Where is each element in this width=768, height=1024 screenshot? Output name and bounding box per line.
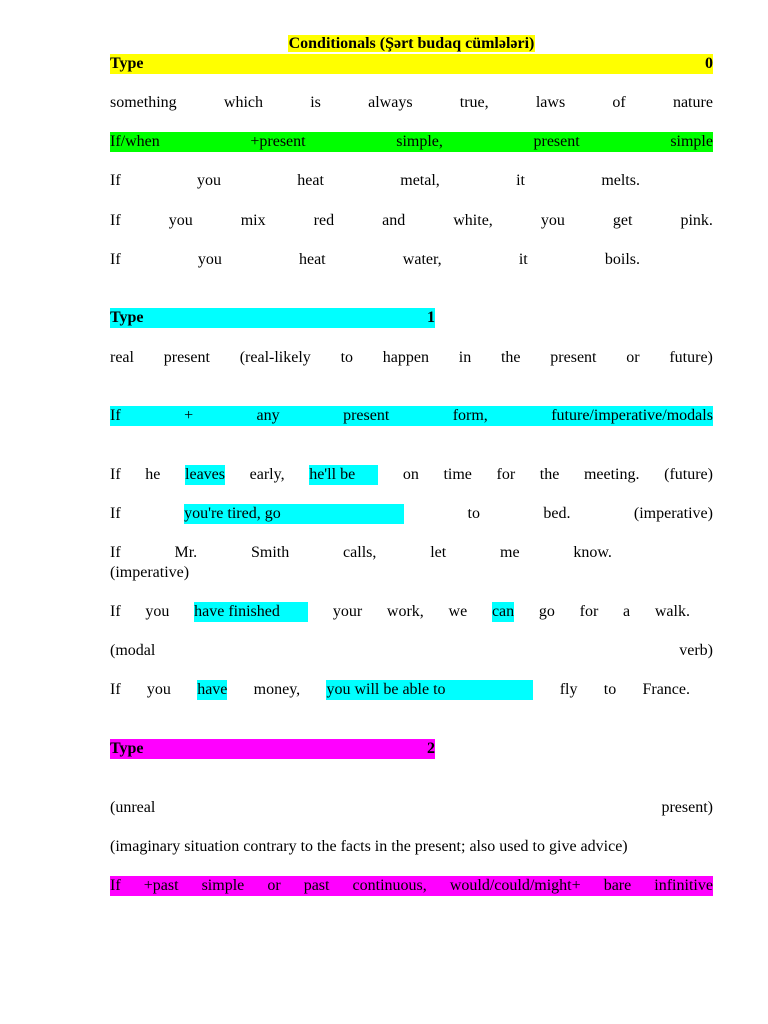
type1-example-1: If he leaves early, he'll be on time for the meeting. (future) [110, 466, 713, 483]
type2-description-1: (unreal present) [110, 799, 713, 816]
type0-example-1: If you heat metal, it melts. [110, 172, 640, 189]
type0-heading: Type 0 [110, 55, 713, 72]
type0-formula: If/when +present simple, present simple [110, 133, 713, 150]
type1-heading: Type 1 [110, 309, 435, 326]
type1-example-5: If you have money, you will be able to fly to France. [110, 681, 690, 698]
type1-example-4-continued: (modal verb) [110, 642, 713, 659]
type1-formula: If + any present form, future/imperative/modals [110, 407, 713, 424]
type0-description: something which is always true, laws of nature [110, 94, 713, 111]
type1-description: real present (real-likely to happen in the present or future) [110, 349, 713, 366]
type1-example-3: If Mr. Smith calls, let me know. [110, 544, 612, 561]
document-title: Conditionals (Şərt budaq cümlələri) [288, 35, 535, 52]
type2-formula: If +past simple or past continuous, would/could/might+ bare infinitive [110, 877, 713, 894]
type1-example-2: If you're tired, go to bed. (imperative) [110, 505, 713, 522]
type1-example-3-continued: (imperative) [110, 564, 190, 581]
highlight-group: have finished [194, 602, 308, 622]
highlight-group: you're tired, go [184, 504, 404, 524]
type0-example-3: If you heat water, it boils. [110, 251, 640, 268]
type2-description-2: (imaginary situation contrary to the facts in the present; also used to give advice) [110, 838, 628, 855]
type1-example-4: If you have finished your work, we can go for a walk. [110, 603, 690, 620]
type0-example-2: If you mix red and white, you get pink. [110, 212, 713, 229]
type2-heading: Type 2 [110, 740, 435, 757]
highlight-group: you will be able to [326, 680, 533, 700]
highlight-group: he'll be [309, 465, 378, 485]
